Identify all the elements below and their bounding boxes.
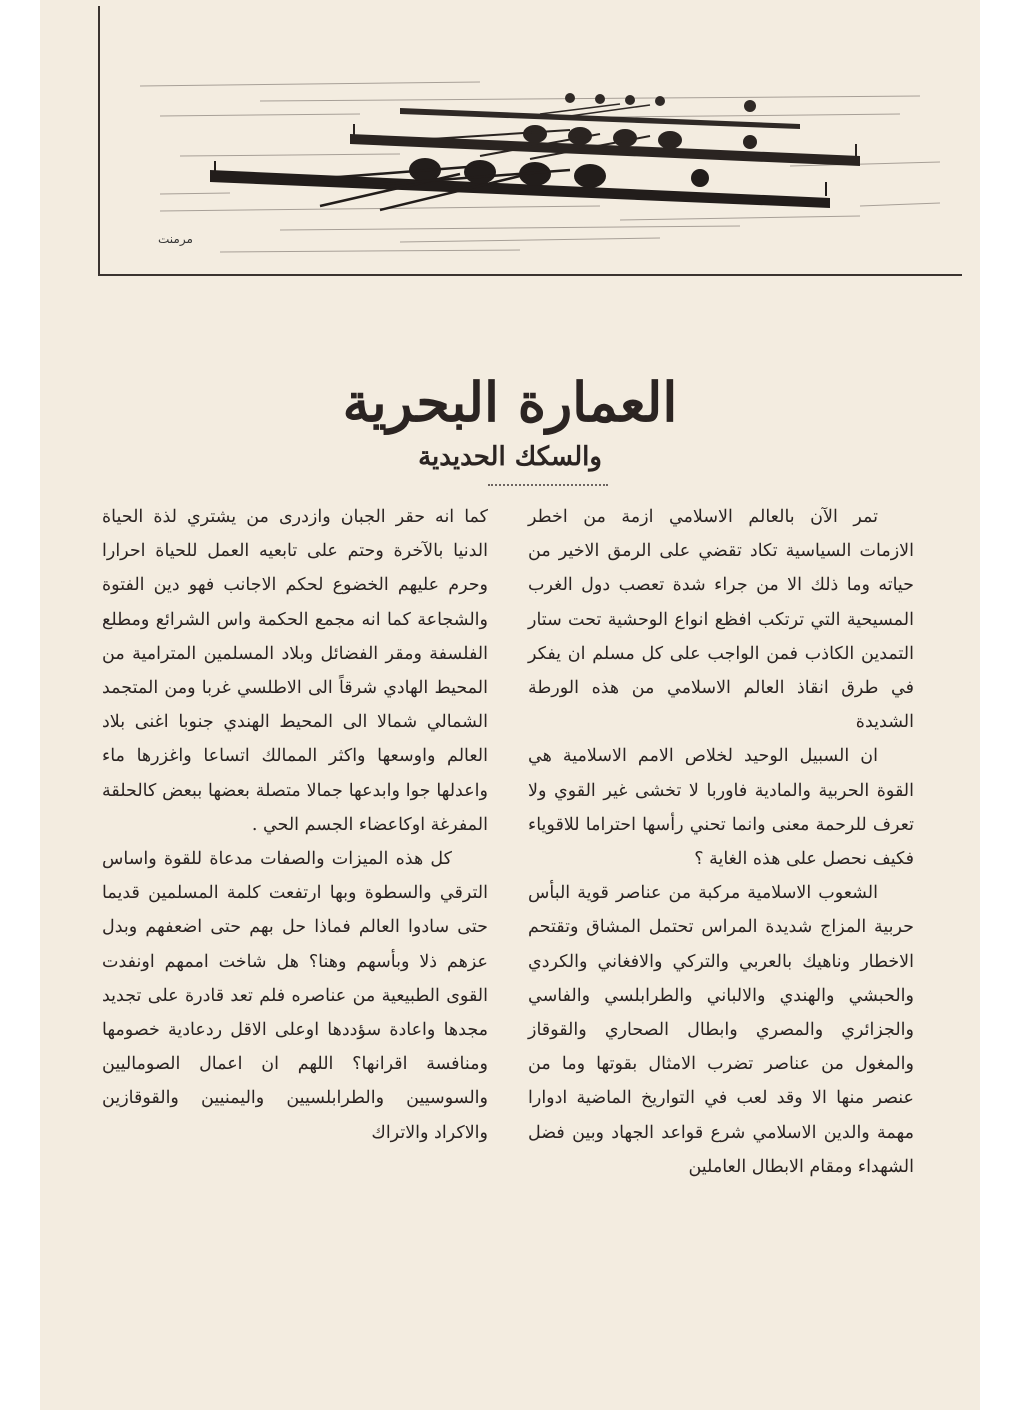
paragraph: ان السبيل الوحيد لخلاص الامم الاسلامية هي القوة الحربية والمادية فاوربا لا تخشى غير القوي ولا تعرف للرحمة معنى وانما تحني رأسها احتراما للاقوياء فكيف نحصل على هذه الغاية ؟: [528, 746, 914, 870]
paragraph: تمر الآن بالعالم الاسلامي ازمة من اخطر الازمات السياسية تكاد تقضي على الرمق الاخير من حياته وما ذلك الا من جراء شدة تعصب دول الغرب المسيحية التي ترتكب افظع انواع الوحشية تحت ستار التمدين الكاذب فمن الواجب على كل مسلم ان يفكر في طرق انقاذ العالم الاسلامي من هذه الورطة الشديدة: [528, 507, 914, 733]
title-divider: [488, 484, 608, 486]
magazine-page: [40, 0, 980, 1410]
article-subtitle: والسكك الحديدية: [418, 441, 602, 472]
artist-signature: مرمنت: [158, 232, 193, 246]
article-title: العمارة البحرية: [342, 370, 678, 435]
paragraph: كل هذه الميزات والصفات مدعاة للقوة واساس الترقي والسطوة وبها ارتفعت كلمة المسلمين قديما حتى سادوا العالم فماذا حل بهم حتى اضعفهم وبدل عزهم ذلا وبأسهم وهنا؟ هل شاخت اممهم اونفدت القوى الطبيعية من عناصره فلم تعد قادرة على تجديد مجدها واعادة سؤددها اوعلى الاقل ردعادية خصومها ومنافسة اقرانها؟ اللهم ان اعمال الصوماليين والسوسيين والطرابلسيين واليمنيين والقوقازين والاكراد والاتراك: [102, 849, 488, 1143]
article-column-left: [102, 500, 488, 1150]
paragraph: الشعوب الاسلامية مركبة من عناصر قوية البأس حربية المزاج شديدة المراس تحتمل المشاق وتقتحم الاخطار وناهيك بالعربي والتركي والافغاني والكردي والحبشي والهندي والالباني والطرابلسي والفاسي والجزائري والمصري وابطال الصحاري والقوقاز والمغول من عناصر تضرب الامثال بقوتها وما من عنصر منها الا وقد لعب في التواريخ الماضية ادوارا مهمة والدين الاسلامي شرع قواعد الجهاد وبين فضل الشهداء ومقام الابطال العاملين: [528, 883, 914, 1177]
rowing-boats-illustration: [98, 6, 962, 276]
article-column-right: [528, 500, 914, 1184]
paragraph: كما انه حقر الجبان وازدرى من يشتري لذة الحياة الدنيا بالآخرة وحتم على تابعيه العمل للحياة احرارا وحرم عليهم الخضوع لحكم الاجانب فهو دين الفتوة والشجاعة كما انه مجمع الحكمة واس الشرائع ومطلع الفلسفة ومقر الفضائل وبلاد المسلمين المترامية من المحيط الهادي شرقاً الى الاطلسي غربا ومن المتجمد الشمالي شمالا الى المحيط الهندي جنوبا اغنى بلاد العالم واوسعها واكثر الممالك اتساعا واغزرها ماء واعدلها جوا وابدعها جمالا متصلة بعضها ببعض كالحلقة المفرغة اوكاعضاء الجسم الحي .: [102, 507, 488, 835]
